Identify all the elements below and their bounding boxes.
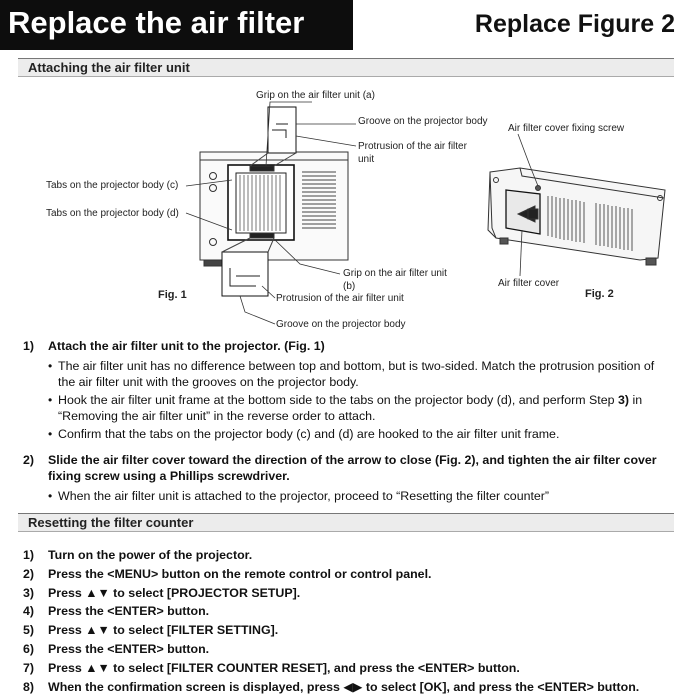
step-number: 1) xyxy=(23,339,35,353)
bullet-item: • When the air filter unit is attached to the projector, proceed to “Resetting the filter counter” xyxy=(20,488,670,504)
step-text: When the confirmation screen is displayed, press ◀▶ to select [OK], and press the <ENTER> button. xyxy=(48,679,640,694)
section-header-reset xyxy=(18,513,674,532)
bullet-item xyxy=(20,392,670,424)
label-groove-top: Groove on the projector body xyxy=(358,116,488,127)
step-number: 2) xyxy=(23,566,35,581)
section-header-attach xyxy=(18,58,674,77)
label-protrusion-top-unit: unit xyxy=(358,154,375,165)
reset-step-3 xyxy=(20,584,670,603)
step-text: Slide the air filter cover toward the direction of the arrow to close (Fig. 2), and tighten the air filter cover fixing screw using a Phillips screwdriver. xyxy=(48,453,657,483)
figure-title: Replace Figure 2 xyxy=(474,10,675,38)
reset-step-6 xyxy=(20,640,670,659)
step-number: 2) xyxy=(23,453,35,467)
reset-step-8 xyxy=(20,678,670,697)
reset-step-4 xyxy=(20,602,670,621)
step-text: Press the <ENTER> button. xyxy=(48,604,210,619)
section-title-reset: Resetting the filter counter xyxy=(28,515,194,530)
step-text: Turn on the power of the projector. xyxy=(48,548,253,562)
step-text: Press ▲▼ to select [FILTER COUNTER RESET], and press the <ENTER> button. xyxy=(48,660,520,675)
diagram-area xyxy=(0,80,679,338)
step-text: Attach the air filter unit to the projector. (Fig. 1) xyxy=(48,339,325,353)
label-tabs-c: Tabs on the projector body (c) xyxy=(46,180,179,191)
step-number: 6) xyxy=(23,641,35,656)
step-number: 8) xyxy=(23,679,35,694)
step-text: Press ▲▼ to select [FILTER SETTING]. xyxy=(48,623,279,638)
label-tabs-d: Tabs on the projector body (d) xyxy=(46,208,179,219)
label-grip-b: Grip on the air filter unit xyxy=(343,268,447,279)
step-ref: 3) xyxy=(617,393,629,407)
attach-step-2 xyxy=(20,452,670,484)
bullet-item: • The air filter unit has no difference between top and bottom, but is two-sided. Match the protrusion position of the air filter unit with the grooves on the projector body. xyxy=(20,358,670,390)
step-number: 7) xyxy=(23,660,35,675)
reset-step-1 xyxy=(20,546,670,565)
reset-step-2 xyxy=(20,565,670,584)
step-number: 3) xyxy=(23,585,35,600)
section-title-attach: Attaching the air filter unit xyxy=(28,60,190,75)
label-protrusion-bottom: Protrusion of the air filter unit xyxy=(276,293,404,304)
step-number: 1) xyxy=(23,548,35,562)
reset-step-7 xyxy=(20,659,670,678)
reset-steps xyxy=(20,546,670,696)
page-title: Replace the air filter xyxy=(0,0,353,50)
label-air-filter-cover: Air filter cover xyxy=(498,278,560,289)
step-text: Press the <ENTER> button. xyxy=(48,641,210,656)
step-number: 4) xyxy=(23,604,35,619)
step-text: Press the <MENU> button on the remote control or control panel. xyxy=(48,566,432,581)
step-text: Press ▲▼ to select [PROJECTOR SETUP]. xyxy=(48,585,301,600)
attach-step-1 xyxy=(20,338,670,354)
attach-steps xyxy=(20,338,670,504)
bullet-text: Hook the air filter unit frame at the bottom side to the tabs on the projector body (d), and perform Step xyxy=(58,393,615,407)
reset-step-5 xyxy=(20,621,670,640)
label-fig1: Fig. 1 xyxy=(158,289,187,301)
label-grip-b-suffix: (b) xyxy=(343,281,356,292)
label-fixing-screw: Air filter cover fixing screw xyxy=(508,123,625,134)
label-groove-bottom: Groove on the projector body xyxy=(276,319,406,330)
bullet-item: • Confirm that the tabs on the projector body (c) and (d) are hooked to the air filter unit frame. xyxy=(20,426,670,442)
label-fig2: Fig. 2 xyxy=(585,288,614,300)
label-protrusion-top: Protrusion of the air filter xyxy=(358,141,467,152)
label-grip-a: Grip on the air filter unit (a) xyxy=(256,90,375,101)
step-number: 5) xyxy=(23,623,35,638)
bullet-text: in “Removing the air filter unit” in the reverse order to attach. xyxy=(58,393,643,423)
